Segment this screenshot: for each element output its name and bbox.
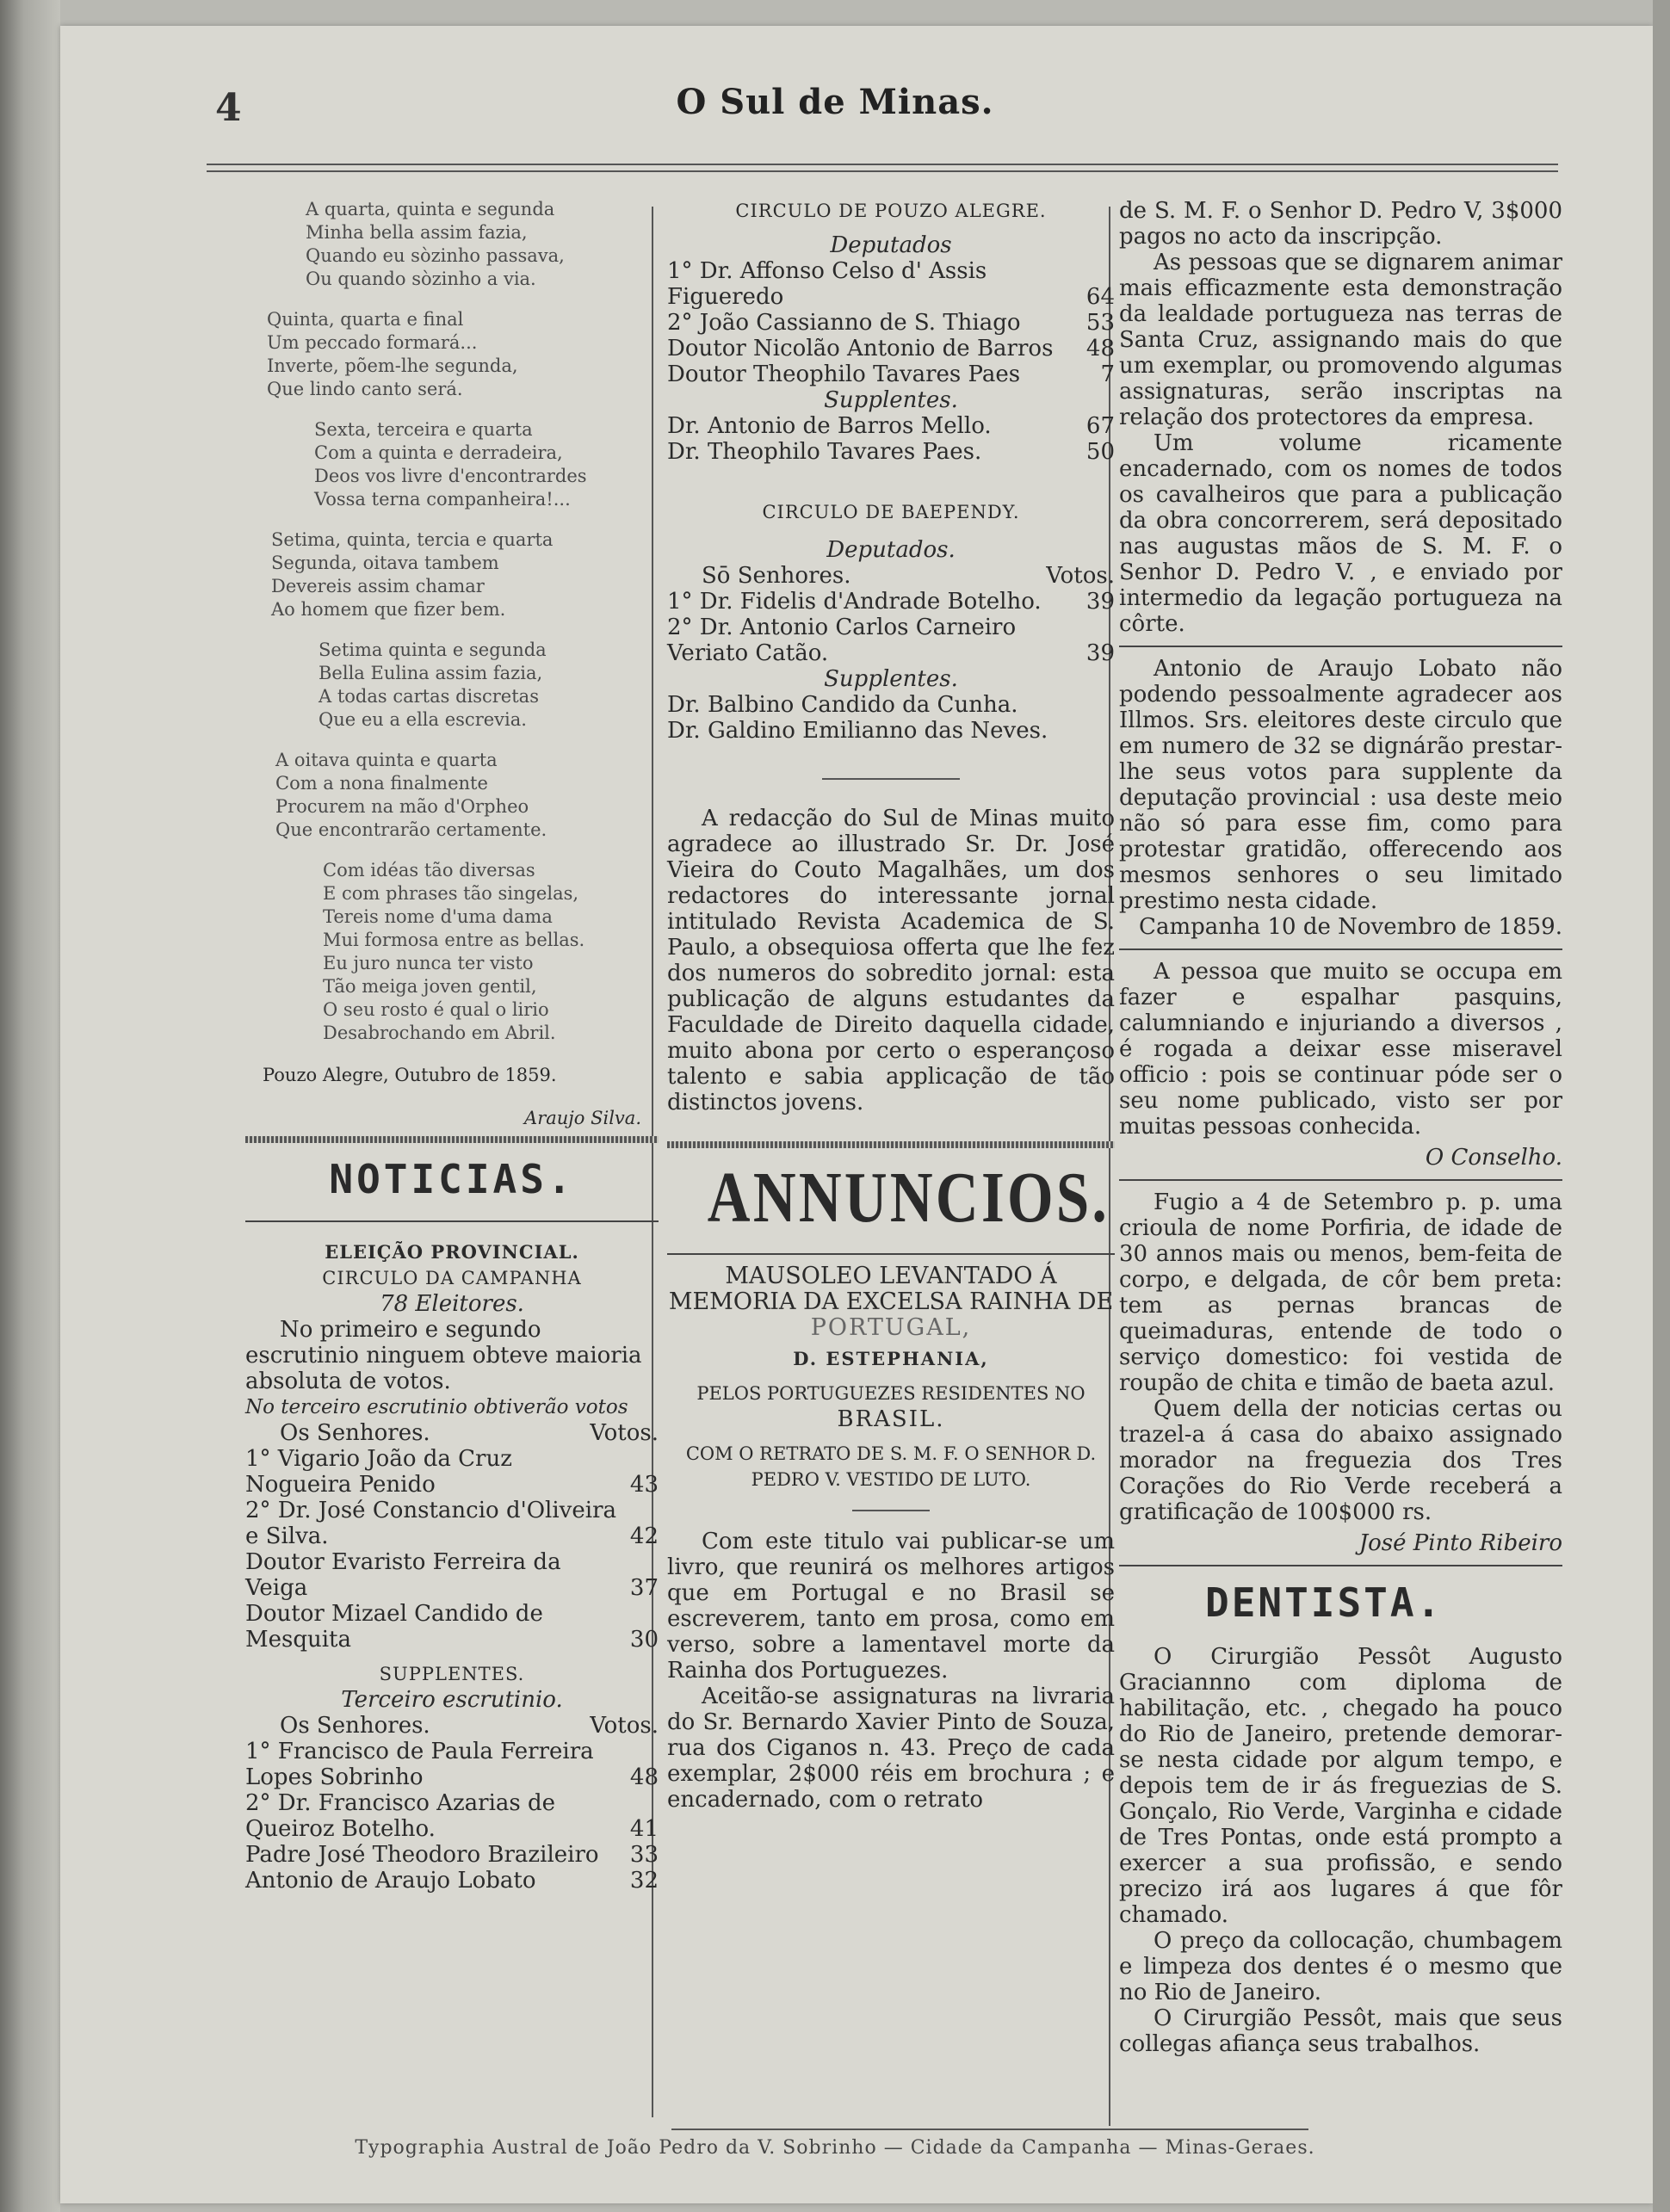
mausoleo-portugal: PORTUGAL, bbox=[810, 1314, 972, 1341]
candidate-name: 2° Dr. José Constancio d'Oliveira e Silva. bbox=[245, 1498, 617, 1549]
annuncios-heading: ANNUNCIOS. bbox=[707, 1158, 1110, 1238]
poem-stanza bbox=[271, 528, 659, 621]
poem-line: Setima quinta e segunda bbox=[319, 640, 547, 660]
vote-count: 39 bbox=[1086, 640, 1115, 666]
vote-count: 30 bbox=[629, 1627, 659, 1653]
mausoleo-body1: Com este titulo vai publicar-se um livro, que reunirá os melhores artigos que em Portugal e no Brasil se escreverem, tanto em prosa, como em verso, sobre a lamentavel morte da Rainha dos Portuguezes. bbox=[667, 1529, 1115, 1684]
supplente-name: Dr. Balbino Candido da Cunha. bbox=[667, 692, 1018, 718]
result-row bbox=[245, 1868, 659, 1894]
candidate-name: 1° Vigario João da Cruz Nogueira Penido bbox=[245, 1446, 512, 1498]
poem-signature: Araujo Silva. bbox=[524, 1108, 641, 1128]
short-rule bbox=[822, 778, 960, 780]
supplentes-subtitle: Terceiro escrutinio. bbox=[341, 1687, 563, 1713]
page-edge bbox=[1653, 0, 1670, 2212]
poem-line: Quinta, quarta e final bbox=[267, 309, 464, 330]
mausoleo-body2: Aceitão-se assignaturas na livraria do Sr. Bernardo Xavier Pinto de Souza, rua dos Ciganos n. 43. Preço de cada exemplar, 2$000 réis em brochura ; e encadernado, com o retrato bbox=[667, 1684, 1115, 1813]
poem-line: Com a nona finalmente bbox=[275, 773, 488, 794]
senhores-label: Sō Senhores. bbox=[702, 563, 851, 589]
column-2 bbox=[667, 198, 1115, 1813]
mausoleo-continued: de S. M. F. o Senhor D. Pedro V, 3$000 pagos no acto da inscripção. bbox=[1119, 198, 1562, 250]
section-rule bbox=[245, 1136, 659, 1143]
page-number: 4 bbox=[215, 86, 242, 130]
poem-line: Bella Eulina assim fazia, bbox=[319, 663, 543, 683]
poem-line: Mui formosa entre as bellas. bbox=[323, 930, 585, 950]
section-rule bbox=[667, 1141, 1115, 1148]
result-row bbox=[667, 258, 1115, 310]
column-1 bbox=[245, 198, 659, 1894]
baependy-deputados: Deputados. bbox=[826, 537, 956, 563]
vote-count: 39 bbox=[1086, 589, 1115, 615]
poem bbox=[245, 198, 659, 1131]
result-row bbox=[245, 1498, 659, 1549]
candidate-name: 1° Dr. Fidelis d'Andrade Botelho. bbox=[667, 589, 1042, 615]
poem-line: O seu rosto é qual o lirio bbox=[323, 999, 549, 1020]
result-row bbox=[245, 1549, 659, 1601]
poem-line: A quarta, quinta e segunda bbox=[306, 199, 555, 219]
candidate-name: 2° João Cassianno de S. Thiago bbox=[667, 310, 1021, 336]
section-rule bbox=[1119, 1565, 1562, 1566]
poem-line: Setima, quinta, tercia e quarta bbox=[271, 529, 554, 550]
poem-line: Devereis assim chamar bbox=[271, 576, 485, 596]
poem-line: Ou quando sòzinho a via. bbox=[306, 269, 536, 289]
circle-title: CIRCULO DA CAMPANHA bbox=[322, 1268, 582, 1288]
election-title: ELEIÇÃO PROVINCIAL. bbox=[325, 1241, 579, 1263]
section-rule bbox=[245, 1220, 659, 1222]
candidate-name: 1° Dr. Affonso Celso d' Assis Figueredo bbox=[667, 258, 987, 310]
lobato-notice: Antonio de Araujo Lobato não podendo pessoalmente agradecer aos Illmos. Srs. eleitores deste circulo que em numero de 32 se dignárão prestar-lhe seus votos para supplente da deputação provincial : usa deste meio não só para esse fim, como para protestar gratidão, offerecendo aos mesmos senhores o seu limitado prestimo nesta cidade. bbox=[1119, 656, 1562, 914]
footer-rule bbox=[671, 2129, 1308, 2130]
poem-line: Tereis nome d'uma dama bbox=[323, 906, 553, 927]
footer-imprint: Typographia Austral de João Pedro da V. Sobrinho — Cidade da Campanha — Minas-Geraes. bbox=[355, 2137, 1315, 2159]
vote-count: 48 bbox=[1086, 336, 1115, 361]
candidate-name: Dr. Antonio de Barros Mello. bbox=[667, 413, 992, 439]
candidate-name: Padre José Theodoro Brazileiro bbox=[245, 1842, 599, 1868]
vote-count: 42 bbox=[629, 1523, 659, 1549]
poem-line: Deos vos livre d'encontrardes bbox=[314, 466, 587, 486]
poem-line: Eu juro nunca ter visto bbox=[323, 953, 534, 973]
third-round: No terceiro escrutinio obtiverão votos bbox=[245, 1396, 628, 1418]
baependy-header bbox=[667, 563, 1115, 589]
lobato-date: Campanha 10 de Novembro de 1859. bbox=[1139, 914, 1562, 940]
mausoleo-body3: As pessoas que se dignarem animar mais efficazmente esta demonstração da lealdade portugueza nas terras de Santa Cruz, assignando mais do que um exemplar, ou promovendo algumas assignaturas, serão inscriptas na relação dos protectores da empresa. bbox=[1119, 250, 1562, 430]
vote-count: 64 bbox=[1086, 284, 1115, 310]
poem-line: Que lindo canto será. bbox=[267, 379, 463, 399]
masthead-rule bbox=[207, 164, 1558, 172]
mausoleo-brasil: BRASIL. bbox=[837, 1406, 945, 1432]
vote-count: 7 bbox=[1100, 361, 1115, 387]
poem-line: E com phrases tão singelas, bbox=[323, 883, 579, 904]
redaccao-note: A redacção do Sul de Minas muito agradece ao illustrado Sr. Dr. José Vieira do Couto Magalhães, um dos redactores do interessante jornal intitulado Revista Academica de S. Paulo, a obsequiosa offerta que lhe fez dos numeros do sobredito jornal: esta publicação de alguns estudantes da Faculdade de Direito daquella cidade, muito abona por certo o esperançoso talento e sabia applicação de tão distinctos jovens. bbox=[667, 806, 1115, 1115]
poem-line: Segunda, oitava tambem bbox=[271, 553, 499, 573]
poem-stanza bbox=[267, 308, 659, 401]
section-rule bbox=[1119, 646, 1562, 647]
poem-line: Que eu a ella escrevia. bbox=[319, 709, 527, 730]
mausoleo-body4: Um volume ricamente encadernado, com os nomes de todos os cavalheiros que para a publicação da obra concorrerem, será depositado nas augustas mãos de S. M. F. o Senhor D. Pedro V. , e enviado por intermedio da legação portugueza na côrte. bbox=[1119, 430, 1562, 637]
book-binding bbox=[0, 0, 60, 2212]
baependy-supplentes-title: Supplentes. bbox=[824, 666, 958, 692]
votos-label: Votos. bbox=[1046, 563, 1115, 589]
fugio-reward: Quem della der noticias certas ou trazel-a á casa do abaixo assignado morador na freguezia dos Tres Corações do Rio Verde receberá a gratificação de 100$000 rs. bbox=[1119, 1396, 1562, 1525]
result-row bbox=[667, 413, 1115, 439]
result-row bbox=[667, 310, 1115, 336]
vote-count: 33 bbox=[629, 1842, 659, 1868]
poem-stanza bbox=[323, 859, 659, 1045]
candidate-name: Antonio de Araujo Lobato bbox=[245, 1868, 536, 1894]
noticias-heading: NOTICIAS. bbox=[329, 1156, 575, 1202]
vote-count: 67 bbox=[1086, 413, 1115, 439]
candidate-name: Doutor Evaristo Ferreira da Veiga bbox=[245, 1549, 561, 1601]
poem-line: Sexta, terceira e quarta bbox=[314, 419, 533, 440]
result-row bbox=[245, 1790, 659, 1842]
candidate-name: Dr. Theophilo Tavares Paes. bbox=[667, 439, 982, 465]
candidate-name: Doutor Mizael Candido de Mesquita bbox=[245, 1601, 543, 1653]
vote-count: 53 bbox=[1086, 310, 1115, 336]
senhores-label: Os Senhores. bbox=[280, 1420, 430, 1446]
conselho-notice: A pessoa que muito se occupa em fazer e espalhar pasquins, calumniando e injuriando a diversos , é rogada a deixar esse miseravel officio : pois se continuar póde ser o seu nome publicado, visto ser por muitas pessoas conhecida. bbox=[1119, 959, 1562, 1140]
poem-line: Vossa terna companheira!... bbox=[314, 489, 571, 510]
dentista-heading: DENTISTA. bbox=[1205, 1579, 1444, 1626]
votos-label: Votos. bbox=[590, 1420, 659, 1446]
conselho-signature: O Conselho. bbox=[1425, 1145, 1562, 1171]
poem-stanza bbox=[319, 639, 659, 732]
result-row bbox=[245, 1446, 659, 1498]
section-rule bbox=[667, 1253, 1115, 1255]
poem-line: Com a quinta e derradeira, bbox=[314, 442, 563, 463]
mausoleo-portrait: COM O RETRATO DE S. M. F. O SENHOR D. PEDRO V. VESTIDO DE LUTO. bbox=[685, 1443, 1097, 1490]
vote-count: 50 bbox=[1086, 439, 1115, 465]
poem-line: Minha bella assim fazia, bbox=[306, 222, 528, 243]
candidate-name: 1° Francisco de Paula Ferreira Lopes Sobrinho bbox=[245, 1739, 594, 1790]
poem-stanza bbox=[314, 418, 659, 511]
poem-line: Inverte, põem-lhe segunda, bbox=[267, 355, 518, 376]
mausoleo-queen: D. ESTEPHANIA, bbox=[793, 1348, 989, 1369]
fugio-signature: José Pinto Ribeiro bbox=[1358, 1530, 1562, 1556]
candidate-name: Doutor Theophilo Tavares Paes bbox=[667, 361, 1021, 387]
poem-line: Um peccado formará... bbox=[267, 332, 478, 353]
newspaper-title: O Sul de Minas. bbox=[676, 82, 994, 122]
pouzo-deputados: Deputados bbox=[830, 232, 952, 258]
result-row bbox=[245, 1842, 659, 1868]
dentista-body3: O Cirurgião Pessôt, mais que seus collegas afiança seus trabalhos. bbox=[1119, 2005, 1562, 2057]
result-row bbox=[667, 615, 1115, 666]
section-rule bbox=[1119, 1179, 1562, 1181]
results-header bbox=[245, 1420, 659, 1446]
fugio-notice: Fugio a 4 de Setembro p. p. uma crioula de nome Porfiria, de idade de 30 annos mais ou menos, bem-feita de corpo, e delgada, de côr bem preta: tem as pernas brancas de queimaduras, entende de todo o serviço domestico: foi vestida de roupão de chita e timão de baeta azul. bbox=[1119, 1189, 1562, 1396]
supplente-name: Dr. Galdino Emilianno das Neves. bbox=[667, 718, 1048, 744]
senhores-label: Os Senhores. bbox=[280, 1713, 430, 1739]
poem-line: Que encontrarão certamente. bbox=[275, 819, 547, 840]
baependy-title: CIRCULO DE BAEPENDY. bbox=[762, 502, 1020, 522]
short-rule bbox=[852, 1510, 930, 1511]
dentista-body2: O preço da collocação, chumbagem e limpeza dos dentes é o mesmo que no Rio de Janeiro. bbox=[1119, 1928, 1562, 2005]
vote-count: 32 bbox=[629, 1868, 659, 1894]
candidate-name: Doutor Nicolão Antonio de Barros bbox=[667, 336, 1054, 361]
vote-count: 48 bbox=[629, 1764, 659, 1790]
result-row bbox=[667, 336, 1115, 361]
result-row bbox=[667, 361, 1115, 387]
election-intro: No primeiro e segundo escrutinio ninguem obteve maioria absoluta de votos. bbox=[245, 1317, 642, 1394]
poem-line: A todas cartas discretas bbox=[319, 686, 539, 707]
result-row bbox=[667, 589, 1115, 615]
votos-label: Votos. bbox=[590, 1713, 659, 1739]
candidate-name: 2° Dr. Francisco Azarias de Queiroz Botelho. bbox=[245, 1790, 556, 1842]
poem-line: Com idéas tão diversas bbox=[323, 860, 535, 880]
result-row bbox=[667, 439, 1115, 465]
supplentes-title: SUPPLENTES. bbox=[379, 1664, 525, 1684]
poem-line: Procurem na mão d'Orpheo bbox=[275, 796, 529, 817]
poem-stanza bbox=[275, 749, 659, 842]
vote-count: 41 bbox=[629, 1816, 659, 1842]
mausoleo-by: PELOS PORTUGUEZES RESIDENTES NO bbox=[696, 1383, 1086, 1404]
pouzo-title: CIRCULO DE POUZO ALEGRE. bbox=[735, 201, 1047, 221]
poem-line: Quando eu sòzinho passava, bbox=[306, 245, 565, 266]
dentista-body1: O Cirurgião Pessôt Augusto Graciannno com diploma de habilitação, etc. , chegado ha pouco do Rio de Janeiro, pretende demorar-se nesta cidade por algum tempo, e depois tem de ir ás freguezias de S. Gonçalo, Rio Verde, Varginha e cidade de Tres Pontas, onde está prompto a exercer a sua profissão, e sendo precizo irá aos lugares á que fôr chamado. bbox=[1119, 1644, 1562, 1928]
poem-line: A oitava quinta e quarta bbox=[275, 750, 498, 770]
vote-count: 43 bbox=[629, 1472, 659, 1498]
candidate-name: 2° Dr. Antonio Carlos Carneiro Veriato Catão. bbox=[667, 615, 1017, 666]
poem-place-date: Pouzo Alegre, Outubro de 1859. bbox=[263, 1065, 557, 1085]
column-3 bbox=[1119, 198, 1562, 2057]
poem-line: Ao homem que fizer bem. bbox=[271, 599, 506, 620]
electors-count: 78 Eleitores. bbox=[380, 1291, 524, 1317]
poem-stanza bbox=[306, 198, 659, 291]
mausoleo-title: MAUSOLEO LEVANTADO Á MEMORIA DA EXCELSA RAINHA DE bbox=[668, 1263, 1114, 1315]
poem-line: Desabrochando em Abril. bbox=[323, 1023, 556, 1043]
vote-count: 37 bbox=[629, 1575, 659, 1601]
poem-line: Tão meiga joven gentil, bbox=[323, 976, 537, 997]
result-row bbox=[245, 1601, 659, 1653]
pouzo-supplentes-title: Supplentes. bbox=[824, 387, 958, 413]
supplentes-header bbox=[245, 1713, 659, 1739]
section-rule bbox=[1119, 948, 1562, 950]
result-row bbox=[245, 1739, 659, 1790]
